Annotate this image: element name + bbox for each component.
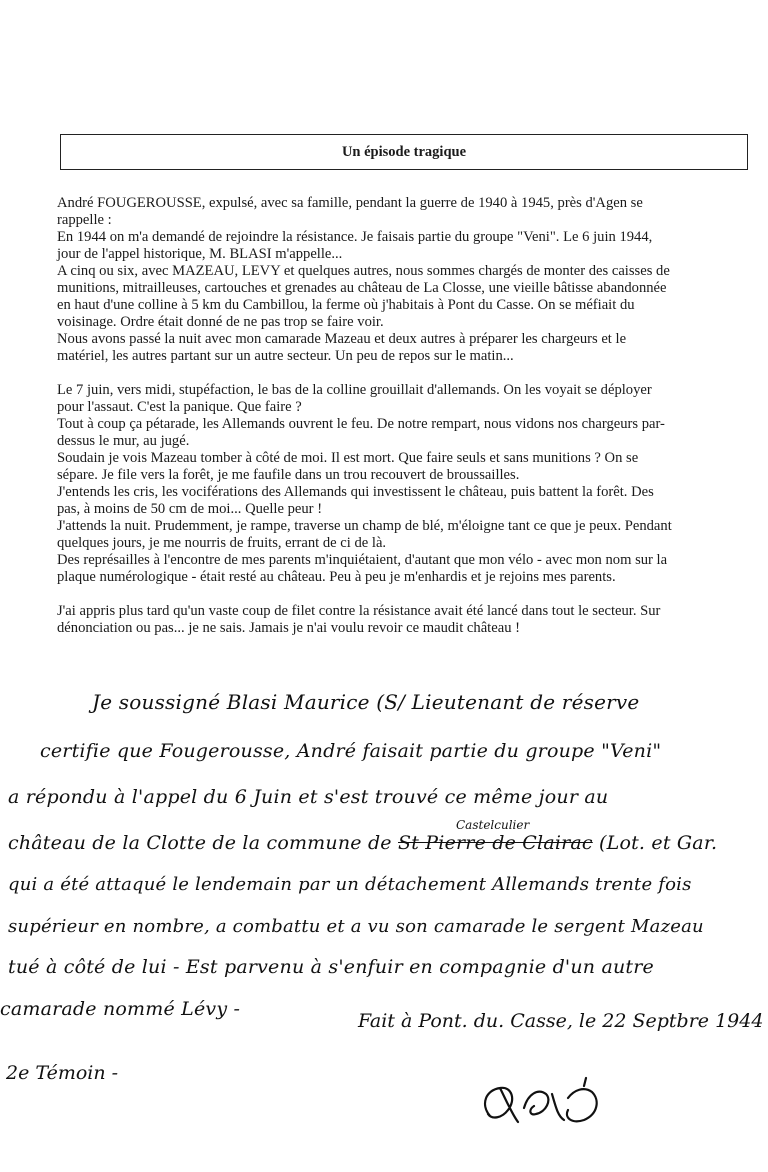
handwritten-line: qui a été attaqué le lendemain par un détachement Allemands trente fois	[8, 874, 692, 895]
text-line: J'attends la nuit. Prudemment, je rampe, traverse un champ de blé, m'éloigne tant ce que je peux. Pendant	[57, 518, 672, 534]
text-line: J'ai appris plus tard qu'un vaste coup de filet contre la résistance avait été lancé dans tout le secteur. Sur	[57, 603, 661, 619]
text-line: J'entends les cris, les vociférations des Allemands qui investissent le château, puis battent la forêt. Des	[57, 484, 654, 500]
text-line: En 1944 on m'a demandé de rejoindre la résistance. Je faisais partie du groupe "Veni". Le 6 juin 1944,	[57, 229, 653, 245]
title-box	[60, 134, 748, 170]
struck-commune-name: St Pierre de Clairac	[398, 832, 593, 854]
paragraph-3	[57, 603, 757, 637]
text-line: voisinage. Ordre était donné de ne pas trop se faire voir.	[57, 314, 384, 330]
typed-testimony	[57, 195, 757, 654]
witness-label: 2e Témoin -	[6, 1062, 119, 1084]
text-line: matériel, les autres partant sur un autre secteur. Un peu de repos sur le matin...	[57, 348, 514, 364]
text-line: dessus le mur, au jugé.	[57, 433, 190, 449]
text-line: pour l'assaut. C'est la panique. Que faire ?	[57, 399, 302, 415]
place-and-date: Fait à Pont. du. Casse, le 22 Septbre 1944	[358, 1010, 764, 1032]
handwritten-line: Je soussigné Blasi Maurice (S/ Lieutenant de réserve	[92, 690, 640, 714]
text-line: rappelle :	[57, 212, 112, 228]
text-line: Tout à coup ça pétarade, les Allemands ouvrent le feu. De notre rempart, nous vidons nos chargeurs par-	[57, 416, 665, 432]
handwritten-line: supérieur en nombre, a combattu et a vu son camarade le sergent Mazeau	[8, 916, 704, 937]
handwritten-line-tail: (Lot. et Gar.	[599, 832, 718, 854]
text-line: Le 7 juin, vers midi, stupéfaction, le bas de la colline grouillait d'allemands. On les voyait se déployer	[57, 382, 652, 398]
text-line: sépare. Je file vers la forêt, je me faufile dans un trou recouvert de broussailles.	[57, 467, 520, 483]
signature-image	[472, 1064, 632, 1134]
text-line: André FOUGEROUSSE, expulsé, avec sa famille, pendant la guerre de 1940 à 1945, près d'Agen se	[57, 195, 643, 211]
text-line: en haut d'une colline à 5 km du Cambillou, la ferme où j'habitais à Pont du Casse. On se méfiait du	[57, 297, 635, 313]
text-line: jour de l'appel historique, M. BLASI m'appelle...	[57, 246, 343, 262]
handwritten-line: tué à côté de lui - Est parvenu à s'enfuir en compagnie d'un autre	[8, 956, 654, 978]
text-line: A cinq ou six, avec MAZEAU, LEVY et quelques autres, nous sommes chargés de monter des caisses de	[57, 263, 670, 279]
handwritten-line: certifie que Fougerousse, André faisait partie du groupe "Veni"	[40, 740, 662, 762]
text-line: quelques jours, je me nourris de fruits, errant de ci de là.	[57, 535, 387, 551]
correction-above-line: Castelculier	[456, 818, 530, 832]
text-line: Nous avons passé la nuit avec mon camarade Mazeau et deux autres à préparer les chargeurs et le	[57, 331, 627, 347]
text-line: pas, à moins de 50 cm de moi... Quelle peur !	[57, 501, 323, 517]
handwritten-certificate	[0, 672, 768, 1172]
text-line: Soudain je vois Mazeau tomber à côté de moi. Il est mort. Que faire seuls et sans munitions ? On se	[57, 450, 639, 466]
handwritten-line	[8, 832, 717, 854]
paragraph-2	[57, 382, 757, 586]
text-line: plaque numérologique - était resté au château. Peu à peu je m'enhardis et je rejoins mes parents.	[57, 569, 616, 585]
handwritten-line: a répondu à l'appel du 6 Juin et s'est trouvé ce même jour au	[8, 786, 609, 808]
text-line: dénonciation ou pas... je ne sais. Jamais je n'ai voulu revoir ce maudit château !	[57, 620, 520, 636]
handwritten-line-start: château de la Clotte de la commune de	[8, 832, 392, 854]
document-title: Un épisode tragique	[341, 143, 467, 160]
text-line: munitions, mitrailleuses, cartouches et grenades au château de La Closse, une vieille bâtisse abandonnée	[57, 280, 667, 296]
text-line: Des représailles à l'encontre de mes parents m'inquiétaient, d'autant que mon vélo - avec mon nom sur la	[57, 552, 668, 568]
paragraph-1	[57, 195, 757, 365]
handwritten-line: camarade nommé Lévy -	[0, 998, 241, 1020]
